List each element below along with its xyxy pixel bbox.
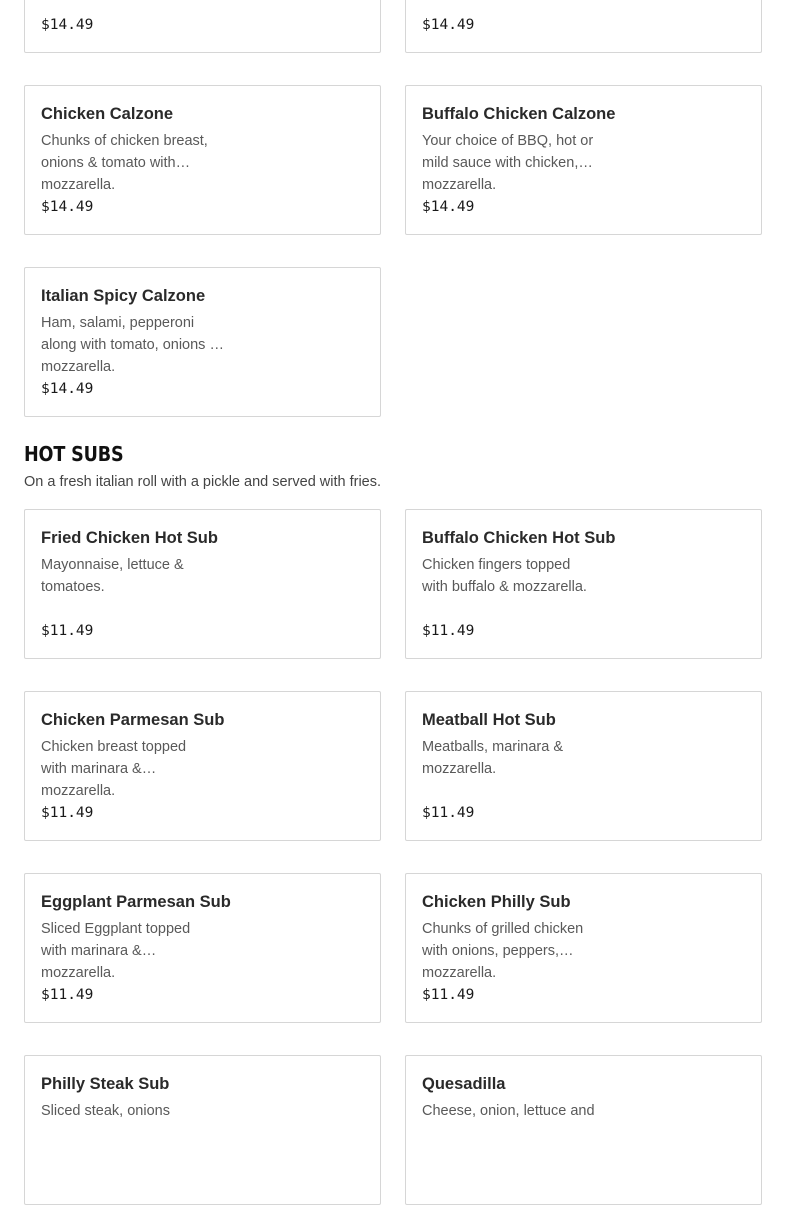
item-price: $11.49 xyxy=(41,623,94,639)
menu-item-card[interactable] xyxy=(24,691,381,841)
menu-item-card[interactable] xyxy=(405,691,762,841)
item-name: Meatball Hot Sub xyxy=(422,711,556,729)
menu-item-card[interactable] xyxy=(24,267,381,417)
item-description: Mayonnaise, lettuce & tomatoes. xyxy=(41,557,184,595)
item-price: $14.49 xyxy=(41,199,94,215)
item-name: Philly Steak Sub xyxy=(41,1075,170,1093)
item-description: Sliced Eggplant topped with marinara & mozzarella. xyxy=(41,921,191,981)
menu-item-card[interactable] xyxy=(24,873,381,1023)
item-price: $11.49 xyxy=(422,805,475,821)
item-description: Meatballs, marinara & mozzarella. xyxy=(422,739,564,777)
menu-item-card[interactable] xyxy=(24,509,381,659)
menu-item-card[interactable] xyxy=(405,509,762,659)
item-name: Chicken Parmesan Sub xyxy=(41,711,225,729)
section-subtitle: On a fresh italian roll with a pickle and served with fries. xyxy=(24,474,382,490)
item-name: Eggplant Parmesan Sub xyxy=(41,893,231,911)
item-price: $14.49 xyxy=(41,381,94,397)
item-description: Chunks of grilled chicken with onions, peppers, mozzarella. xyxy=(422,921,584,981)
section-title: HOT SUBS xyxy=(24,442,124,466)
item-price: $14.49 xyxy=(422,17,475,33)
item-name: Fried Chicken Hot Sub xyxy=(41,529,218,547)
item-description: Chunks of chicken breast, onions & tomato with mozzarella. xyxy=(41,133,208,193)
item-description: Your choice of BBQ, hot or mild sauce with chicken, mozzarella. xyxy=(422,133,594,193)
item-price: $11.49 xyxy=(41,987,94,1003)
menu-item-card[interactable] xyxy=(405,873,762,1023)
menu-item-card[interactable] xyxy=(24,0,381,53)
menu-item-card[interactable] xyxy=(405,1055,762,1205)
item-name: Buffalo Chicken Calzone xyxy=(422,105,616,123)
menu-item-card[interactable] xyxy=(405,0,762,53)
item-description: Cheese, onion, lettuce and xyxy=(422,1103,595,1119)
item-description: Ham, salami, pepperoni along with tomato, onions & mozzarella. xyxy=(41,315,220,375)
item-price: $11.49 xyxy=(41,805,94,821)
item-name: Quesadilla xyxy=(422,1075,506,1093)
item-price: $14.49 xyxy=(422,199,475,215)
item-price: $11.49 xyxy=(422,987,475,1003)
item-name: Chicken Calzone xyxy=(41,105,174,123)
menu-item-card[interactable] xyxy=(405,85,762,235)
item-description: Chicken breast topped with marinara & mozzarella. xyxy=(41,739,187,799)
item-description: Chicken fingers topped with buffalo & mozzarella. xyxy=(422,557,587,595)
item-name: Buffalo Chicken Hot Sub xyxy=(422,529,616,547)
item-price: $14.49 xyxy=(41,17,94,33)
item-price: $11.49 xyxy=(422,623,475,639)
item-name: Chicken Philly Sub xyxy=(422,893,571,911)
menu-item-card[interactable] xyxy=(24,85,381,235)
item-description: Sliced steak, onions xyxy=(41,1103,170,1119)
item-name: Italian Spicy Calzone xyxy=(41,287,206,305)
menu-item-card[interactable] xyxy=(24,1055,381,1205)
